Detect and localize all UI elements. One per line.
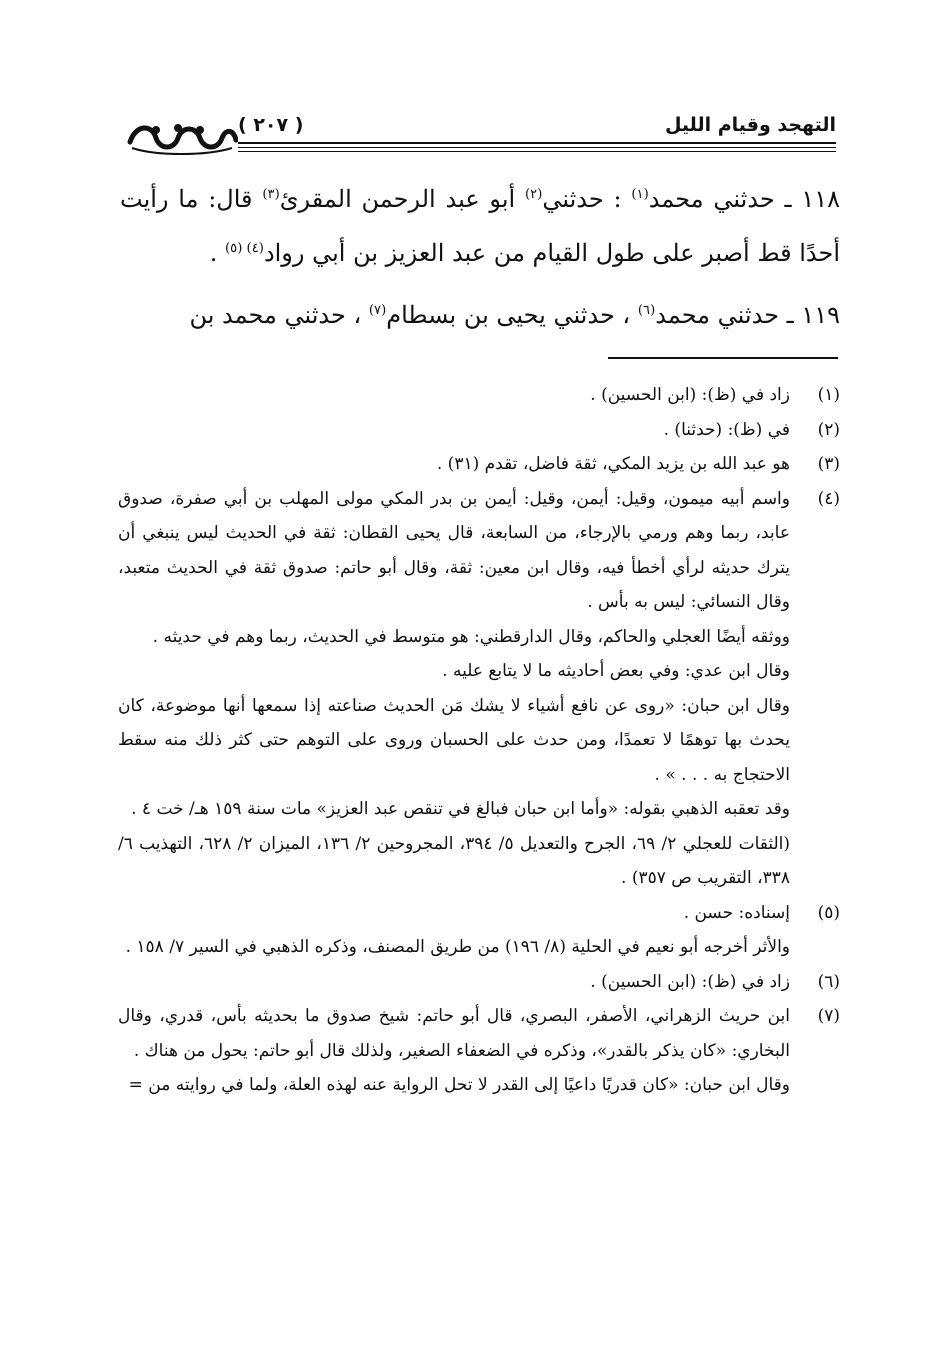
running-title: التهجد وقيام الليل	[664, 114, 836, 136]
footnotes	[118, 378, 840, 1103]
footnote-3	[118, 447, 840, 482]
footnote-number: (٥)	[817, 902, 840, 923]
footnote-text: (الثقات للعجلي ٢/ ٦٩، الجرح والتعديل ٥/ ٣٩٤، المجروحين ٢/ ١٣٦، الميزان ٢/ ٦٢٨، التهذيب ٦/ ٣٣٨، التقريب ص ٣٥٧) .	[118, 833, 791, 888]
narration-119	[120, 288, 840, 342]
footnote-text: ابن حريث الزهراني، الأصفر، البصري، قال أبو حاتم: شيخ صدوق ما بحديثه بأس، قدري، وقال البخاري: «كان يذكر بالقدر»، وذكره في الضعفاء الصغير، ولذلك قال أبو حاتم: يحول من هناك .	[118, 1006, 790, 1061]
narration-text: ١١٩ ـ حدثني محمد	[655, 301, 840, 329]
footnote-separator	[608, 357, 838, 359]
narration-text: ١١٨ ـ حدثني محمد	[648, 185, 840, 213]
footnote-2	[118, 413, 840, 448]
footnote-text: إسناده: حسن .	[683, 902, 790, 923]
narration-text: قال: ما رأيت أحدًا قط أصبر على طول القيام من عبد العزيز بن أبي رواد	[120, 185, 840, 267]
footnote-text: زاد في (ظ): (ابن الحسين) .	[590, 385, 790, 405]
narration-text: ، حدثني محمد بن	[189, 301, 369, 329]
footnote-1	[118, 378, 840, 413]
footnote-text: والأثر أخرجه أبو نعيم في الحلية (٨/ ١٩٦) من طريق المصنف، وذكره الذهبي في السير ٧/ ١٥٨ .	[125, 937, 790, 957]
narration-text: : حدثني	[542, 185, 632, 213]
footnote-ref: (٦)	[637, 303, 656, 318]
footnote-6	[118, 965, 840, 1000]
footnote-ref: (٢)	[524, 187, 543, 202]
main-text	[120, 172, 840, 350]
narration-text: أبو عبد الرحمن المقرئ	[279, 185, 525, 213]
footnote-number: (٦)	[817, 971, 840, 992]
footnote-ref: (٤) (٥)	[224, 241, 264, 256]
footnote-text: ووثقه أيضًا العجلي والحاكم، وقال الدارقطني: هو متوسط في الحديث، ربما وهم في حديثه .	[152, 626, 790, 647]
footnote-text: زاد في (ظ): (ابن الحسين) .	[590, 971, 790, 992]
footnote-number: (٧)	[817, 1006, 840, 1026]
footnote-text: وقال ابن عدي: وفي بعض أحاديثه ما لا يتابع عليه .	[442, 661, 790, 681]
page-header	[120, 112, 836, 162]
footnote-7	[118, 999, 840, 1103]
footnote-ref: (٣)	[262, 187, 280, 202]
footnote-ref: (١)	[631, 187, 649, 202]
footnote-text: وقال ابن حبان: «كان قدريًا داعيًا إلى القدر لا تحل الرواية عنه لهذه العلة، ولما في روايته من =	[128, 1075, 790, 1095]
decorative-ornament-icon	[126, 116, 238, 156]
narration-text: ، حدثني يحيى بن بسطام	[386, 301, 638, 329]
page-number: ( ٢٠٧ )	[238, 114, 304, 136]
narration-118	[120, 172, 840, 280]
footnote-5	[118, 896, 840, 965]
footnote-4	[118, 482, 840, 896]
footnote-number: (٢)	[817, 419, 840, 440]
footnote-text: وقال ابن حبان: «روى عن نافع أشياء لا يشك مَن الحديث صناعته إذا سمعها أنها موضوعة، كان يحدث بها توهمًا لا تعمدًا، ومن حدث على الحسبان وروى على التوهم حتى كثر ذلك منه سقط الاحتجاج به . . . » .	[118, 695, 790, 785]
header-rules	[238, 142, 836, 156]
footnote-text: وقد تعقبه الذهبي بقوله: «وأما ابن حبان فبالغ في تنقص عبد العزيز» مات سنة ١٥٩ هـ/ خت ٤ .	[131, 799, 790, 819]
footnote-number: (١)	[817, 385, 840, 405]
footnote-text: هو عبد الله بن يزيد المكي، ثقة فاضل، تقدم (٣١) .	[436, 454, 790, 474]
footnote-ref: (٧)	[368, 303, 387, 318]
footnote-number: (٣)	[817, 454, 840, 474]
footnote-text: واسم أبيه ميمون، وقيل: أيمن، وقيل: أيمن بن بدر المكي مولى المهلب بن أبي صفرة، صدوق عابد، ربما وهم ورمي بالإرجاء، من السابعة، قال يحيى القطان: ثقة في الحديث ليس ينبغي أن يترك حديثه لرأي أخطأ فيه، وقال ابن معين: ثقة، وقال أبو حاتم: صدوق ثقة في الحديث متعبد، وقال النسائي: ليس به بأس .	[118, 488, 790, 612]
footnote-text: في (ظ): (حدثنا) .	[663, 419, 790, 440]
footnote-number: (٤)	[817, 488, 840, 509]
narration-text: .	[209, 239, 225, 267]
